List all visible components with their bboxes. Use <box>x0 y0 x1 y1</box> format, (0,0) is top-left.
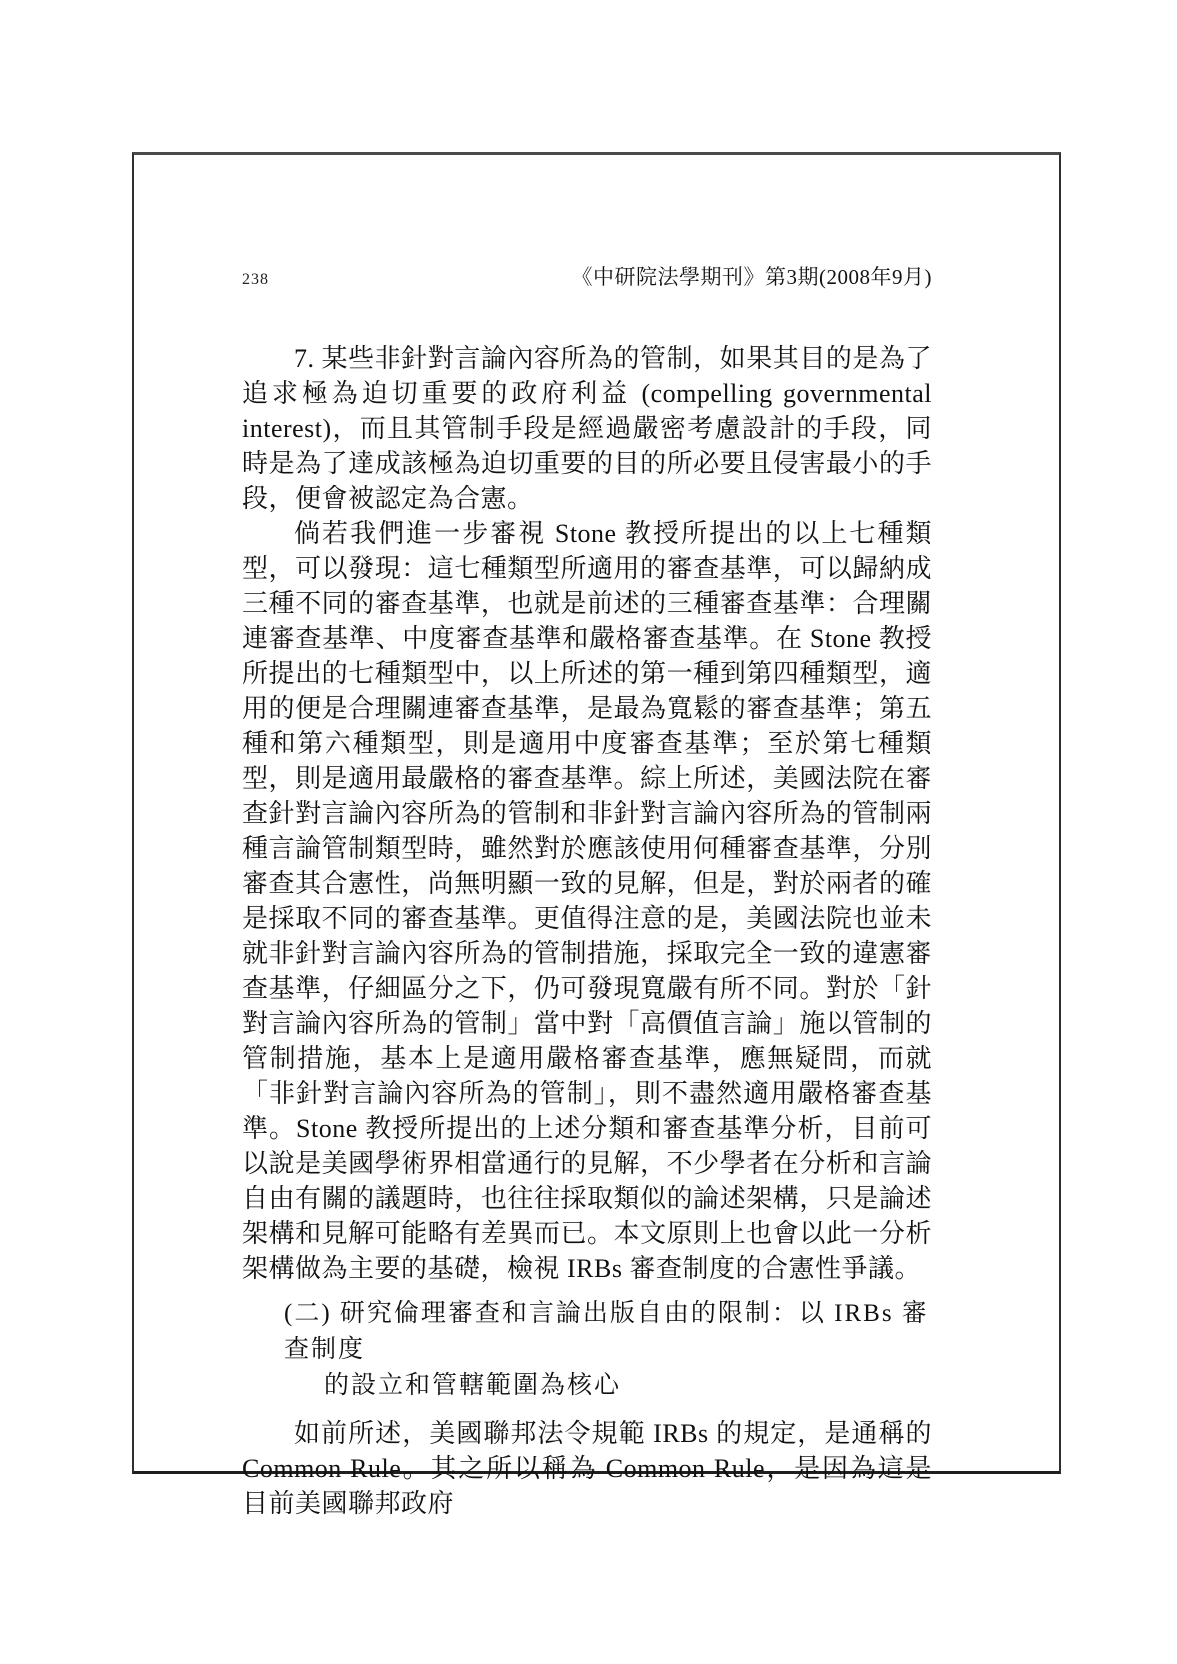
page-border-frame <box>132 152 1061 1518</box>
page-header <box>242 261 932 291</box>
subsection-heading-line2: 的設立和管轄範圍為核心 <box>324 1372 622 1399</box>
page-number: 238 <box>242 271 269 288</box>
article-body <box>242 341 932 1521</box>
paragraph-common-rule: 如前所述，美國聯邦法令規範 IRBs 的規定，是通稱的 Common Rule。其之所以稱為 Common Rule，是因為這是目前美國聯邦政府 <box>242 1419 932 1518</box>
journal-title: 《中研院法學期刊》第3期(2008年9月) <box>571 265 932 289</box>
subsection-heading <box>242 1296 932 1404</box>
paragraph-regulation-type-7: 7. 某些非針對言論內容所為的管制，如果其目的是為了追求極為迫切重要的政府利益 (compelling governmental interest)，而且其管制手段是經過嚴密考慮設計的手段，同時是為了達成該極為迫切重要的目的所必要且侵害最小的手段，便會被認定為合憲。 <box>242 344 932 513</box>
page-content <box>134 155 1059 1521</box>
paragraph-stone-seven-types-analysis: 倘若我們進一步審視 Stone 教授所提出的以上七種類型，可以發現：這七種類型所適用的審查基準，可以歸納成三種不同的審查基準，也就是前述的三種審查基準：合理關連審查基準、中度審查基準和嚴格審查基準。在 Stone 教授所提出的七種類型中，以上所述的第一種到第四種類型，適用的便是合理關連審查基準，是最為寬鬆的審查基準；第五種和第六種類型，則是適用中度審查基準；至於第七種類型，則是適用最嚴格的審查基準。綜上所述，美國法院在審查針對言論內容所為的管制和非針對言論內容所為的管制兩種言論管制類型時，雖然對於應該使用何種審查基準，分別審查其合憲性，尚無明顯一致的見解，但是，對於兩者的確是採取不同的審查基準。更值得注意的是，美國法院也並未就非針對言論內容所為的管制措施，採取完全一致的違憲審查基準，仔細區分之下，仍可發現寬嚴有所不同。對於「針對言論內容所為的管制」當中對「高價值言論」施以管制的管制措施，基本上是適用嚴格審查基準，應無疑問，而就「非針對言論內容所為的管制」，則不盡然適用嚴格審查基準。Stone 教授所提出的上述分類和審查基準分析，目前可以說是美國學術界相當通行的見解，不少學者在分析和言論自由有關的議題時，也往往採取類似的論述架構，只是論述架構和見解可能略有差異而已。本文原則上也會以此一分析架構做為主要的基礎，檢視 IRBs 審查制度的合憲性爭議。 <box>242 519 932 1283</box>
subsection-heading-line1: (二) 研究倫理審查和言論出版自由的限制：以 IRBs 審查制度 <box>284 1300 929 1363</box>
